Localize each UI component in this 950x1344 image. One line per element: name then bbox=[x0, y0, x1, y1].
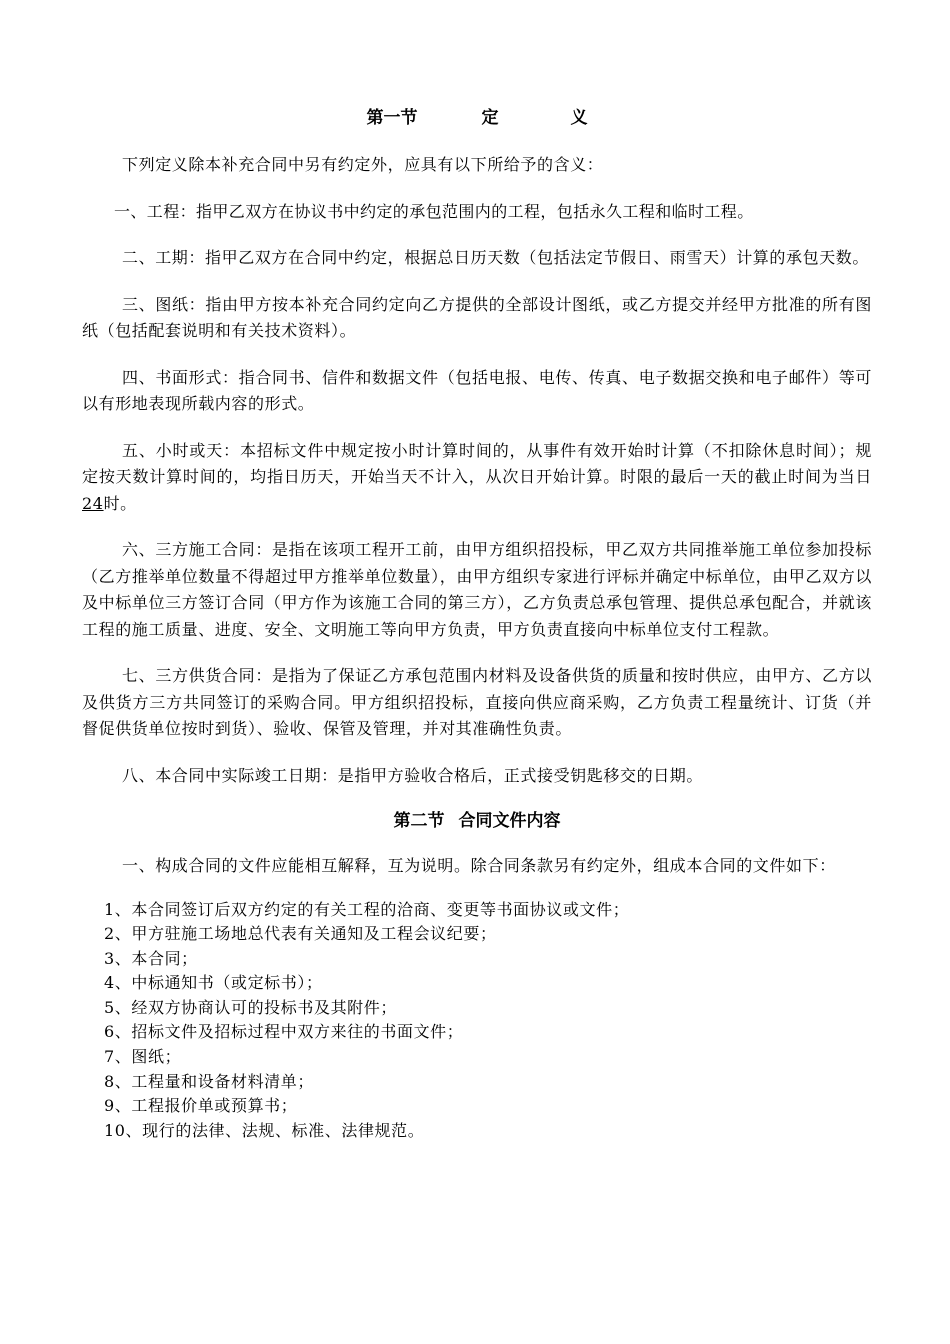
list-item: 9、工程报价单或预算书； bbox=[104, 1096, 298, 1116]
definition-duration: 二、工期：指甲乙双方在合同中约定，根据总日历天数（包括法定节假日、雨雪天）计算的承包天数。 bbox=[122, 248, 870, 267]
section1-heading-word1: 定 bbox=[481, 108, 499, 128]
list-item: 7、图纸； bbox=[104, 1047, 182, 1067]
list-item: 2、甲方驻施工场地总代表有关通知及工程会议纪要； bbox=[104, 924, 497, 944]
hours-days-text-after: 时。 bbox=[103, 493, 137, 513]
list-item: 8、工程量和设备材料清单； bbox=[104, 1071, 314, 1091]
definition-drawings: 三、图纸：指由甲方按本补充合同约定向乙方提供的全部设计图纸，或乙方提交并经甲方批准的所有图纸（包括配套说明和有关技术资料）。 bbox=[82, 294, 872, 340]
section1-heading bbox=[82, 104, 872, 132]
section1-intro: 下列定义除本补充合同中另有约定外，应具有以下所给予的含义： bbox=[122, 155, 604, 174]
section1-heading-word2: 义 bbox=[570, 108, 588, 128]
list-item: 10、现行的法律、法规、标准、法律规范。 bbox=[104, 1120, 425, 1140]
list-item: 5、经双方协商认可的投标书及其附件； bbox=[104, 997, 397, 1017]
definition-hours-days bbox=[82, 438, 872, 518]
definition-completion-date: 八、本合同中实际竣工日期：是指甲方验收合格后，正式接受钥匙移交的日期。 bbox=[122, 765, 704, 785]
section2-heading bbox=[82, 807, 872, 835]
list-item: 4、中标通知书（或定标书）； bbox=[104, 973, 323, 993]
contract-documents-list bbox=[82, 898, 872, 1144]
definition-written-form: 四、书面形式：指合同书、信件和数据文件（包括电报、电传、传真、电子数据交换和电子邮件）等可以有形地表现所载内容的形式。 bbox=[82, 367, 872, 413]
hours-days-text-before: 五、小时或天：本招标文件中规定按小时计算时间的，从事件有效开始时计算（不扣除休息时间）；规定按天数计算时间的，均指日历天，开始当天不计入，从次日开始计算。时限的最后一天的截止时间为当日 bbox=[82, 440, 872, 486]
definition-tripartite-supply: 七、三方供货合同：是指为了保证乙方承包范围内材料及设备供货的质量和按时供应，由甲方、乙方以及供货方三方共同签订的采购合同。甲方组织招投标，直接向供应商采购，乙方负责工程量统计、订货（并督促供货单位按时到货）、验收、保管及管理，并对其准确性负责。 bbox=[82, 666, 872, 738]
section1-heading-number: 第一节 bbox=[366, 108, 418, 128]
list-item: 1、本合同签订后双方约定的有关工程的洽商、变更等书面协议或文件； bbox=[104, 899, 630, 919]
document-page bbox=[82, 104, 872, 1143]
section2-heading-number: 第二节 bbox=[393, 811, 445, 831]
definition-tripartite-construction: 六、三方施工合同：是指在该项工程开工前，由甲方组织招投标，甲乙双方共同推举施工单位参加投标（乙方推举单位数量不得超过甲方推举单位数量），由甲方组织专家进行评标并确定中标单位，由甲乙双方以及中标单位三方签订合同（甲方作为该施工合同的第三方），乙方负责总承包管理、提供总承包配合，并就该工程的施工质量、进度、安全、文明施工等向甲方负责，甲方负责直接向中标单位支付工程款。 bbox=[82, 540, 872, 639]
list-item: 6、招标文件及招标过程中双方来往的书面文件； bbox=[104, 1022, 464, 1042]
section2-heading-title: 合同文件内容 bbox=[458, 811, 561, 831]
section2-intro: 一、构成合同的文件应能相互解释，互为说明。除合同条款另有约定外，组成本合同的文件如下： bbox=[122, 856, 836, 875]
definition-engineering: 一、工程：指甲乙双方在协议书中约定的承包范围内的工程，包括永久工程和临时工程。 bbox=[114, 201, 754, 221]
list-item: 3、本合同； bbox=[104, 948, 198, 968]
hours-days-underlined-number: 24 bbox=[82, 493, 104, 513]
